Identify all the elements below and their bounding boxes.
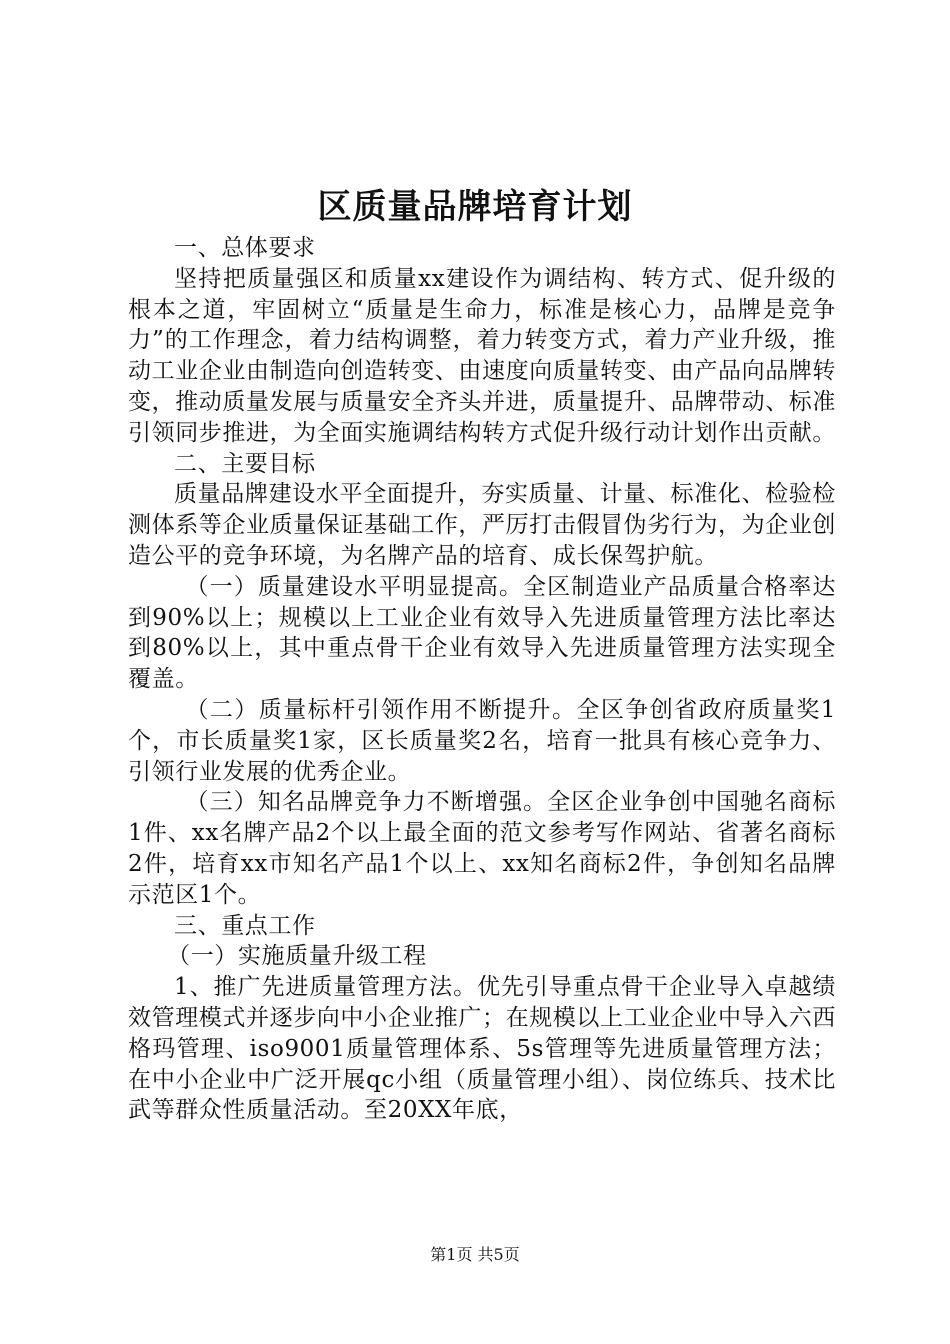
section-heading-key-work: 三、重点工作 bbox=[174, 912, 316, 939]
paragraph-goal-1: （一）质量建设水平明显提高。全区制造业产品质量合格率达到90%以上；规模以上工业企业有效导入先进质量管理方法比率达到80%以上，其中重点骨干企业有效导入先进质量管理方法实现全覆盖。 bbox=[128, 573, 836, 693]
paragraph-quality-methods: 1、推广先进质量管理方法。优先引导重点骨干企业导入卓越绩效管理模式并逐步向中小企业推广；在规模以上工业企业中导入六西格玛管理、iso9001质量管理体系、5s管理等先进质量管理方法；在中小企业中广泛开展qc小组（质量管理小组）、岗位练兵、技术比武等群众性质量活动。至20XX年底， bbox=[128, 974, 836, 1124]
document-title: 区质量品牌培育计划 bbox=[317, 187, 633, 227]
paragraph-main-goals: 质量品牌建设水平全面提升，夯实质量、计量、标准化、检验检测体系等企业质量保证基础工作，严厉打击假冒伪劣行为，为企业创造公平的竞争环境，为名牌产品的培育、成长保驾护航。 bbox=[128, 481, 836, 569]
subsection-heading-quality-upgrade: （一）实施质量升级工程 bbox=[167, 943, 427, 970]
section-heading-main-goals: 二、主要目标 bbox=[174, 450, 316, 477]
paragraph-goal-2: （二）质量标杆引领作用不断提升。全区争创省政府质量奖1个，市长质量奖1家，区长质量奖2名，培育一批具有核心竞争力、引领行业发展的优秀企业。 bbox=[128, 696, 836, 785]
page-footer: 第1页 共5页 bbox=[430, 1245, 520, 1264]
document-body bbox=[128, 233, 836, 1126]
paragraph-general-requirements: 坚持把质量强区和质量xx建设作为调结构、转方式、促升级的根本之道，牢固树立“质量是生命力，标准是核心力，品牌是竞争力”的工作理念，着力结构调整，着力转变方式，着力产业升级，推动工业企业由制造向创造转变、由速度向质量转变、由产品向品牌转变，推动质量发展与质量安全齐头并进，质量提升、品牌带动、标准引领同步推进，为全面实施调结构转方式促升级行动计划作出贡献。 bbox=[128, 265, 836, 446]
paragraph-goal-3: （三）知名品牌竞争力不断增强。全区企业争创中国驰名商标1件、xx名牌产品2个以上最全面的范文参考写作网站、省著名商标2件，培育xx市知名产品1个以上、xx知名商标2件，争创知名品牌示范区1个。 bbox=[128, 789, 836, 908]
section-heading-general-requirements: 一、总体要求 bbox=[174, 235, 316, 261]
